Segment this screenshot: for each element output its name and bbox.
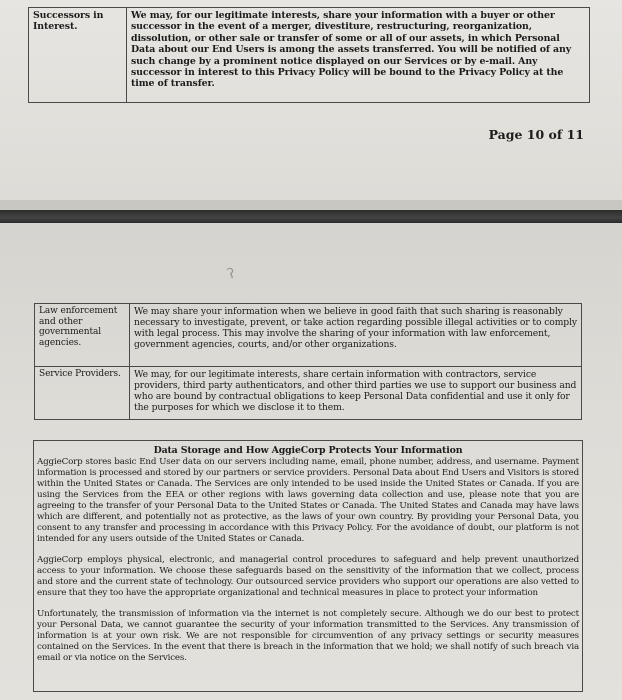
row-text: We may, for our legitimate interests, share certain information with contractors, service providers, third party authenticators, and other third parties we use to support our business and who are bound by contractual obligations to keep Personal Data confidential and use it only for the purposes for which we disclose it to them.: [130, 367, 582, 420]
row-text: We may share your information when we believe in good faith that such sharing is reasonably necessary to investigate, prevent, or take action regarding possible illegal activities or to comply with legal process. This may involve the sharing of your information with law enforcement, government agencies, courts, and/or other organizations.: [130, 304, 582, 367]
sharing-table-continued: [28, 7, 590, 103]
row-label: Successors in Interest.: [29, 8, 127, 103]
page-gap: [0, 200, 622, 210]
table-row: [35, 304, 582, 367]
page-divider-bar: [0, 210, 622, 223]
section-title: Data Storage and How AggieCorp Protects Your Information: [153, 445, 463, 456]
row-text: We may, for our legitimate interests, share your information with a buyer or other successor in the event of a merger, divestiture, restructuring, reorganization, dissolution, or other sale or transfer of some or all of our assets, in which Personal Data about our End Users is among the assets transferred. You will be notified of any such change by a prominent notice displayed on our Services or by e-mail. Any successor in interest to this Privacy Policy will be bound to the Privacy Policy at the time of transfer.: [127, 8, 590, 103]
paragraph-transmission: Unfortunately, the transmission of information via the internet is not completely secure. Although we do our best to protect your Personal Data, we cannot guarantee the security of your information transmitted to the Services. Any transmission of information is at your own risk. We are not responsible for circumvention of any privacy settings or security measures contained on the Services. In the event that there is breach in the information that we hold; we shall notify of such breach via email or via notice on the Services.: [37, 609, 579, 663]
paragraph-storage: AggieCorp stores basic End User data on our servers including name, email, phone number, address, and username. Payment information is processed and stored by our partners or service providers. Personal Data about End Users and Visitors is stored within the United States or Canada. The Services are only intended to be used inside the United States or Canada. If you are using the Services from the EEA or other regions with laws governing data collection and use, please note that you are agreeing to the transfer of your Personal Data to the United States or Canada. The United States and Canada may have laws which are different, and potentially not as protective, as the laws of your own country. By providing your Personal Data, you consent to any transfer and processing in accordance with this Privacy Policy. For the avoidance of doubt, our platform is not intended for any users outside of the United States or Canada.: [37, 457, 579, 544]
pen-mark: ʔ: [225, 265, 238, 283]
row-label: Service Providers.: [35, 367, 130, 420]
sharing-table: [34, 303, 582, 420]
row-label: Law enforcement and other governmental agencies.: [35, 304, 130, 367]
table-row: [35, 367, 582, 420]
paragraph-safeguards: AggieCorp employs physical, electronic, and managerial control procedures to safeguard and help prevent unauthorized access to your information. We choose these safeguards based on the sensitivity of the information that we collect, process and store and the current state of technology. Our outsourced service providers who support our operations are also vetted to ensure that they too have the appropriate organizational and technical measures in place to protect your information: [37, 555, 579, 598]
page-number: Page 10 of 11: [488, 127, 584, 142]
data-storage-section: [33, 440, 583, 692]
table-row: [29, 8, 590, 103]
